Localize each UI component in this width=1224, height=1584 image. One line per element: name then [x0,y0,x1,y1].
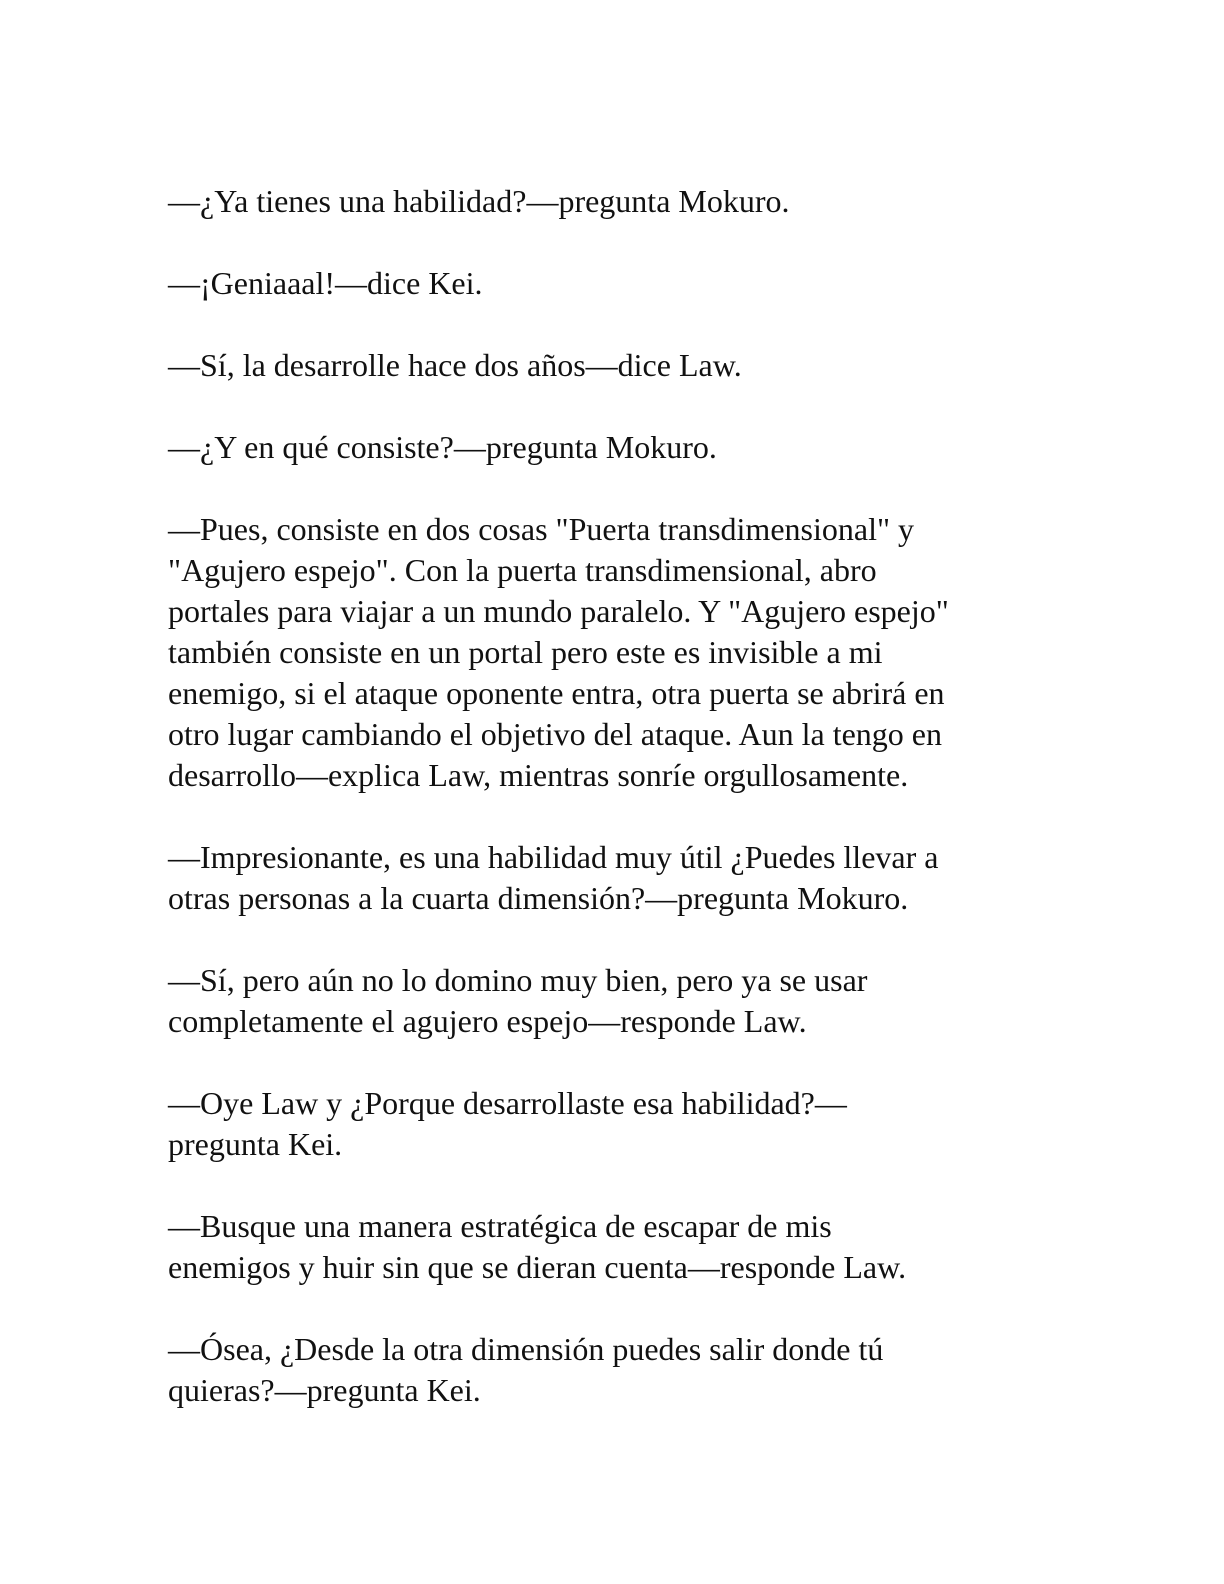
paragraph: —¿Ya tienes una habilidad?—pregunta Mokuro. [168,183,790,219]
paragraph: —Impresionante, es una habilidad muy útil ¿Puedes llevar a otras personas a la cuarta dimensión?—pregunta Mokuro. [168,839,939,916]
body-text [168,181,1068,1452]
paragraph: —Pues, consiste en dos cosas "Puerta transdimensional" y "Agujero espejo". Con la puerta transdimensional, abro portales para viajar a un mundo paralelo. Y "Agujero espejo" también consiste en un portal pero este es invisible a mi enemigo, si el ataque oponente entra, otra puerta se abrirá en otro lugar cambiando el objetivo del ataque. Aun la tengo en desarrollo—explica Law, mientras sonríe orgullosamente. [168,511,949,793]
paragraph: —Ósea, ¿Desde la otra dimensión puedes salir donde tú quieras?—pregunta Kei. [168,1331,884,1408]
paragraph: —Sí, pero aún no lo domino muy bien, pero ya se usar completamente el agujero espejo—responde Law. [168,962,868,1039]
paragraph: —Busque una manera estratégica de escapar de mis enemigos y huir sin que se dieran cuenta—responde Law. [168,1208,907,1285]
paragraph: —¡Geniaaal!—dice Kei. [168,265,483,301]
paragraph: —Sí, la desarrolle hace dos años—dice Law. [168,347,742,383]
paragraph: —¿Y en qué consiste?—pregunta Mokuro. [168,429,717,465]
paragraph: —Oye Law y ¿Porque desarrollaste esa habilidad?— pregunta Kei. [168,1085,847,1162]
